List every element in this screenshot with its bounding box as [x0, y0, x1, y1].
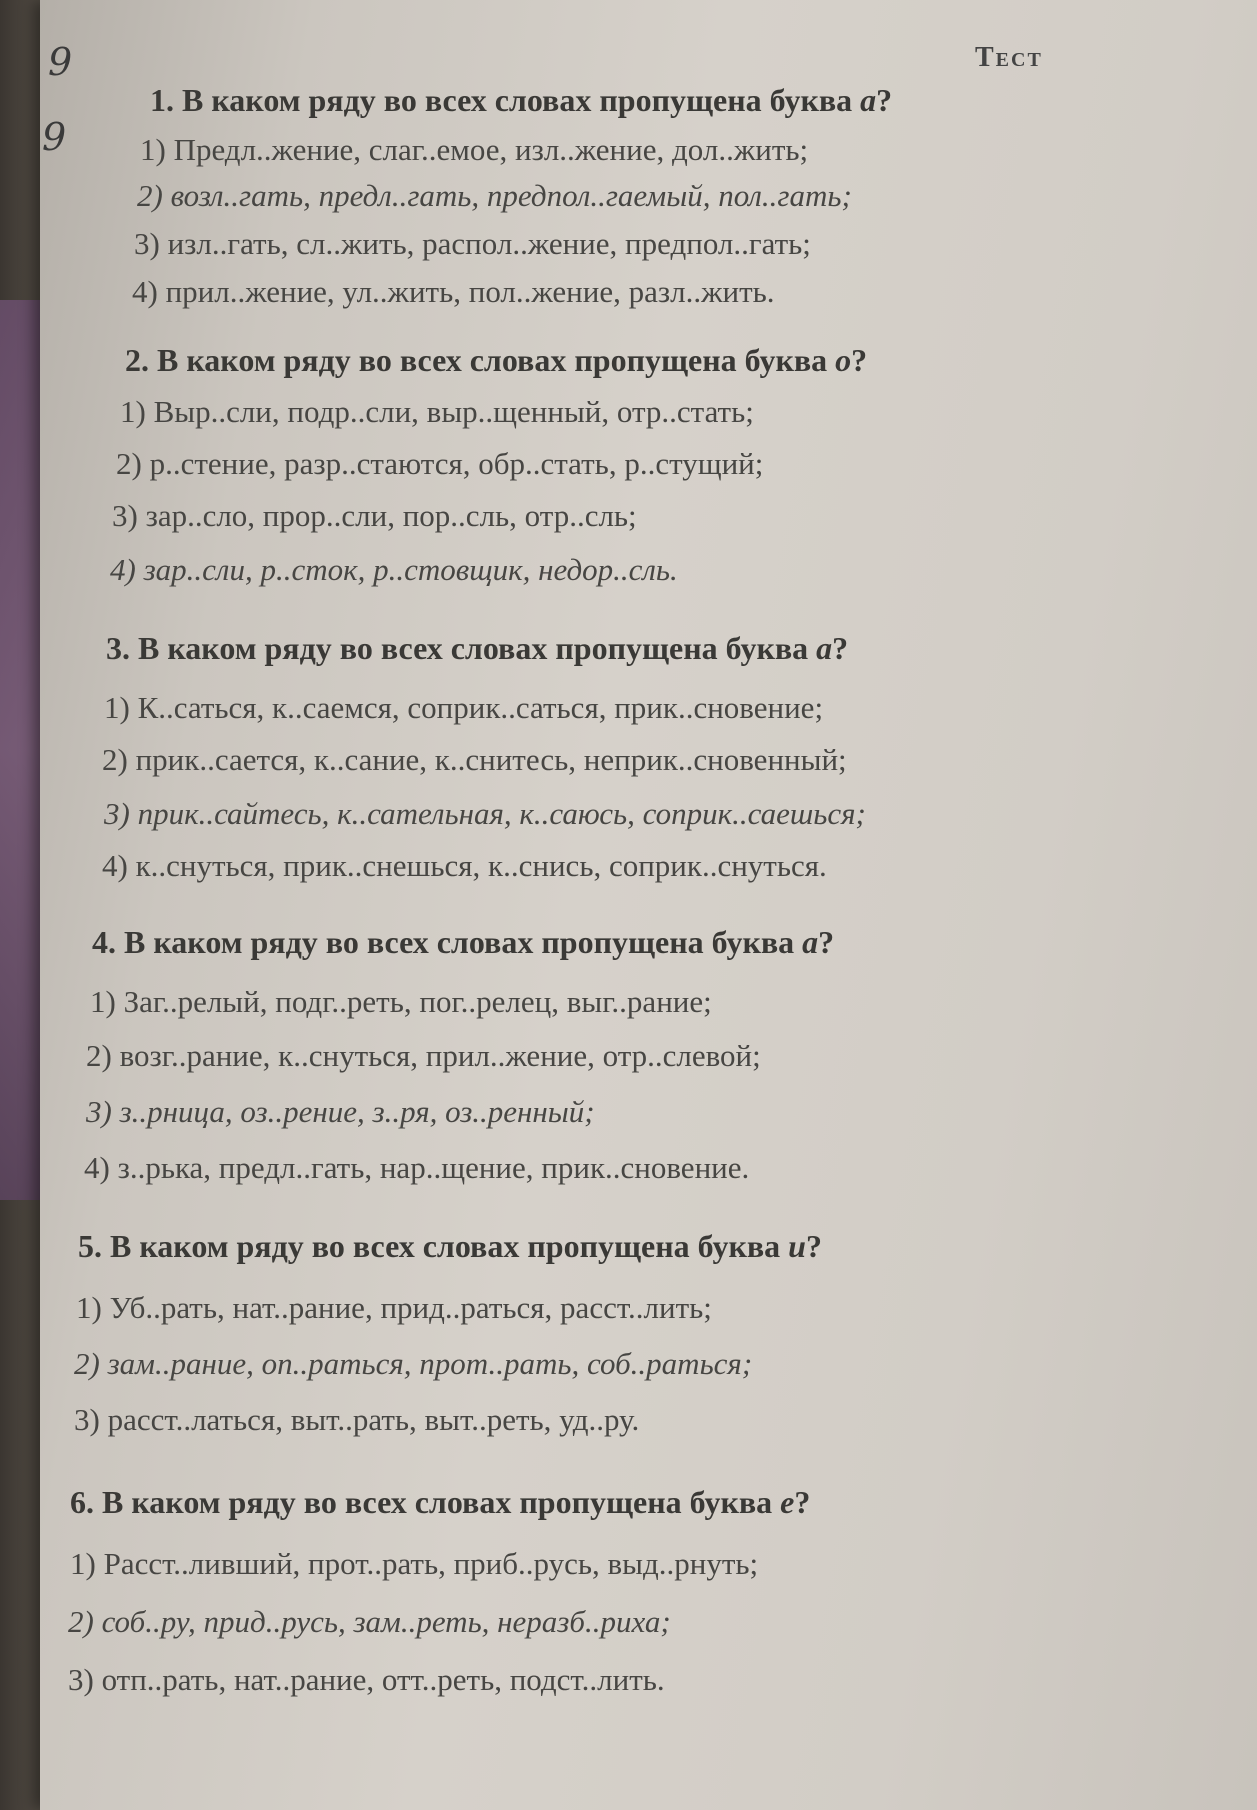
- question-letter: и: [788, 1228, 806, 1264]
- question-text: В каком ряду во всех словах пропущена буква: [102, 1484, 781, 1520]
- question-6: [70, 1484, 810, 1521]
- question-number: 5.: [78, 1228, 102, 1264]
- option-3-1: 1) К..саться, к..саемся, соприк..саться, прик..сновение;: [104, 690, 824, 725]
- question-text: В каком ряду во всех словах пропущена буква: [110, 1228, 789, 1264]
- question-end: ?: [818, 924, 835, 960]
- option-1-1: 1) Предл..жение, слаг..емое, изл..жение, дол..жить;: [140, 132, 809, 167]
- option-1-4: 4) прил..жение, ул..жить, пол..жение, разл..жить.: [132, 274, 775, 309]
- option-3-3: 3) прик..сайтесь, к..сательная, к..саюсь, соприк..саешься;: [104, 796, 866, 831]
- option-2-1: 1) Выр..сли, подр..сли, выр..щенный, отр..стать;: [120, 394, 754, 429]
- question-letter: а: [802, 924, 819, 960]
- question-5: [78, 1228, 822, 1265]
- question-4: [92, 924, 834, 961]
- question-number: 6.: [70, 1484, 94, 1520]
- option-4-4: 4) з..рька, предл..гать, нар..щение, прик..сновение.: [84, 1150, 750, 1185]
- option-6-3: 3) отп..рать, нат..рание, отт..реть, подст..лить.: [68, 1662, 665, 1697]
- option-1-3: 3) изл..гать, сл..жить, распол..жение, предпол..гать;: [134, 226, 811, 261]
- question-2: [125, 342, 867, 379]
- option-5-2: 2) зам..рание, оп..раться, прот..рать, соб..раться;: [74, 1346, 753, 1381]
- question-end: ?: [832, 630, 849, 666]
- page-title: Тест: [975, 42, 1043, 73]
- option-6-1: 1) Расст..ливший, прот..рать, приб..русь, выд..рнуть;: [70, 1546, 759, 1581]
- question-number: 3.: [106, 630, 130, 666]
- option-4-2: 2) возг..рание, к..снуться, прил..жение, отр..слевой;: [86, 1038, 761, 1073]
- question-number: 2.: [125, 342, 149, 378]
- option-3-4: 4) к..снуться, прик..снешься, к..снись, соприк..снуться.: [102, 848, 827, 883]
- test-content: [40, 0, 1257, 1810]
- question-text: В каком ряду во всех словах пропущена буква: [124, 924, 803, 960]
- question-text: В каком ряду во всех словах пропущена буква: [182, 82, 861, 118]
- question-end: ?: [851, 342, 868, 378]
- question-text: В каком ряду во всех словах пропущена буква: [157, 342, 836, 378]
- margin-mark: 9: [48, 40, 73, 84]
- option-2-3: 3) зар..сло, прор..сли, пор..сль, отр..сль;: [112, 498, 637, 533]
- question-3: [106, 630, 848, 667]
- question-1: [150, 82, 892, 119]
- option-5-3: 3) расст..латься, выт..рать, выт..реть, уд..ру.: [74, 1402, 640, 1437]
- question-number: 4.: [92, 924, 116, 960]
- option-5-1: 1) Уб..рать, нат..рание, прид..раться, расст..лить;: [76, 1290, 712, 1325]
- question-end: ?: [805, 1228, 822, 1264]
- question-letter: е: [780, 1484, 795, 1520]
- option-3-2: 2) прик..сается, к..сание, к..снитесь, неприк..сновенный;: [102, 742, 847, 777]
- option-4-1: 1) Заг..релый, подг..реть, пог..релец, выг..рание;: [90, 984, 712, 1019]
- margin-mark: 9: [42, 115, 67, 159]
- question-letter: о: [835, 342, 852, 378]
- option-4-3: 3) з..рница, оз..рение, з..ря, оз..ренный;: [86, 1094, 595, 1129]
- option-1-2: 2) возл..гать, предл..гать, предпол..гаемый, пол..гать;: [137, 178, 852, 213]
- question-text: В каком ряду во всех словах пропущена буква: [138, 630, 817, 666]
- question-number: 1.: [150, 82, 174, 118]
- question-end: ?: [794, 1484, 811, 1520]
- option-6-2: 2) соб..ру, прид..русь, зам..реть, неразб..риха;: [68, 1604, 671, 1639]
- option-2-4: 4) зар..сли, р..сток, р..стовщик, недор..сль.: [110, 552, 678, 587]
- question-letter: а: [860, 82, 877, 118]
- question-letter: а: [816, 630, 833, 666]
- question-end: ?: [876, 82, 893, 118]
- paper-sheet: [40, 0, 1257, 1810]
- option-2-2: 2) р..стение, разр..стаются, обр..стать, р..стущий;: [116, 446, 764, 481]
